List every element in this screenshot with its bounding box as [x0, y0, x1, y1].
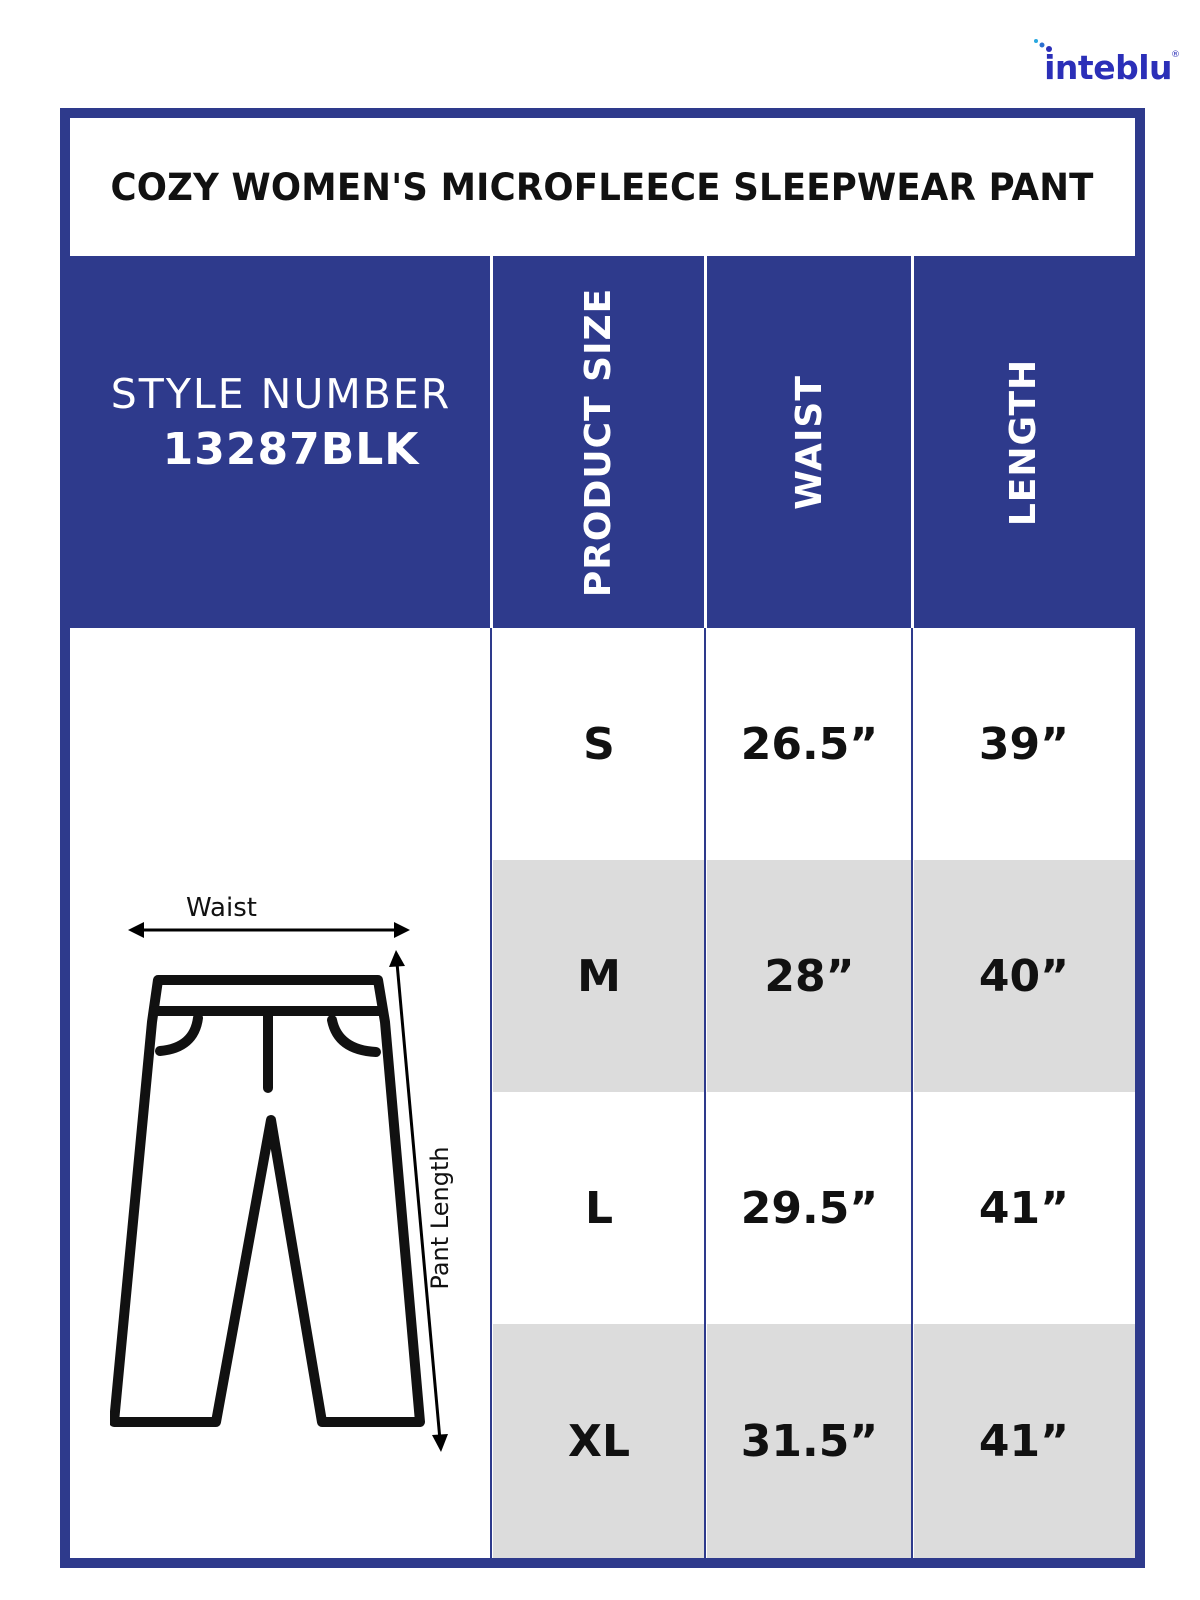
- style-number-block: [70, 256, 492, 628]
- cell-length: 41”: [978, 1182, 1070, 1234]
- header-product-size-label: PRODUCT SIZE: [578, 287, 620, 597]
- header-length-label: LENGTH: [1003, 358, 1045, 526]
- style-number-label: STYLE NUMBER: [110, 369, 452, 418]
- registered-mark: ®: [1171, 50, 1180, 60]
- cell-size: XL: [568, 1415, 630, 1467]
- brand-logo: [1022, 34, 1180, 94]
- pants-icon: [110, 758, 510, 1458]
- column-divider: [911, 628, 913, 1558]
- pant-measurement-diagram: [110, 758, 510, 1458]
- table-row: [492, 860, 1135, 1092]
- header-product-size: [492, 256, 706, 628]
- cell-length: 41”: [978, 1415, 1070, 1467]
- header-waist: [706, 256, 913, 628]
- header-waist-label: WAIST: [789, 374, 830, 510]
- product-title: COZY WOMEN'S MICROFLEECE SLEEPWEAR PANT: [110, 165, 1095, 209]
- cell-waist: 31.5”: [740, 1415, 879, 1467]
- style-number-value: 13287BLK: [162, 423, 420, 475]
- table-row: [492, 628, 1135, 860]
- cell-waist: 26.5”: [740, 718, 879, 770]
- cell-size: S: [583, 718, 615, 770]
- pant-length-label: Pant Length: [426, 1146, 454, 1290]
- title-row: [70, 118, 1135, 256]
- cell-length: 39”: [978, 718, 1070, 770]
- cell-size: L: [584, 1182, 614, 1234]
- header-length: [913, 256, 1135, 628]
- cell-length: 40”: [978, 950, 1070, 1002]
- size-chart: [60, 108, 1145, 1568]
- cell-waist: 29.5”: [740, 1182, 879, 1234]
- table-row: [492, 1092, 1135, 1324]
- cell-waist: 28”: [764, 950, 855, 1002]
- column-divider: [704, 628, 706, 1558]
- waist-label: Waist: [186, 893, 257, 923]
- table-row: [492, 1324, 1135, 1558]
- brand-name: inteblu: [1044, 48, 1172, 87]
- cell-size: M: [577, 950, 621, 1002]
